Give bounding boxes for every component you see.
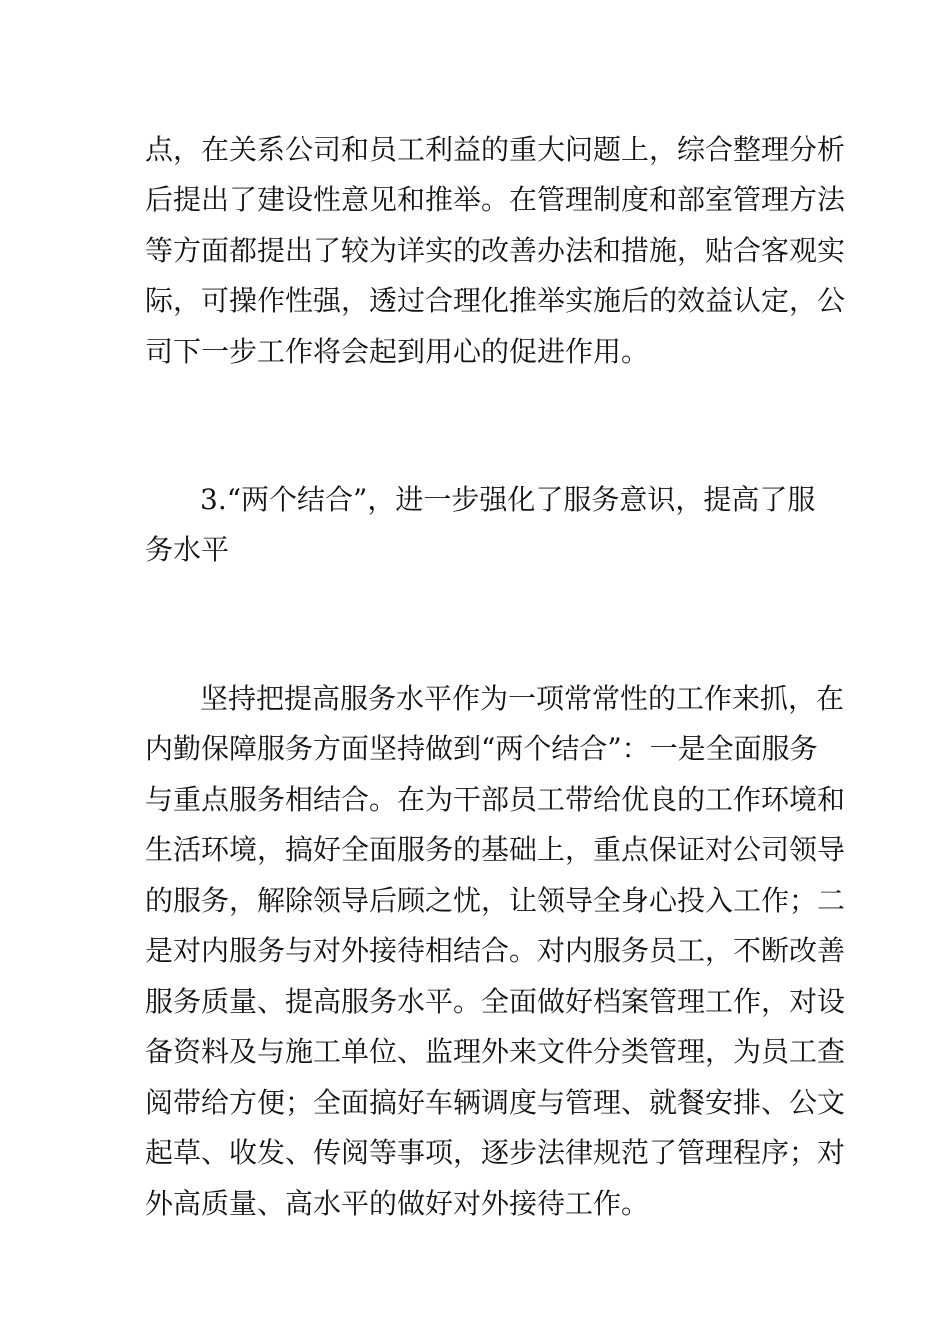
paragraph-1-line-5: 司下一步工作将会起到用心的促进作用。 bbox=[145, 335, 650, 368]
section-heading-3-line-2: 务水平 bbox=[145, 533, 230, 566]
paragraph-2-line-8: 备资料及与施工单位、监理外来文件分类管理，为员工查 bbox=[145, 1035, 846, 1068]
paragraph-1-line-1: 点，在关系公司和员工利益的重大问题上，综合整理分析 bbox=[145, 133, 846, 166]
paragraph-2-line-11: 外高质量、高水平的做好对外接待工作。 bbox=[145, 1187, 650, 1220]
paragraph-2-line-10: 起草、收发、传阅等事项，逐步法律规范了管理程序；对 bbox=[145, 1136, 846, 1169]
paragraph-2-line-7: 服务质量、提高服务水平。全面做好档案管理工作，对设 bbox=[145, 985, 846, 1018]
paragraph-2-line-9: 阅带给方便；全面搞好车辆调度与管理、就餐安排、公文 bbox=[145, 1086, 846, 1119]
paragraph-1-line-3: 等方面都提出了较为详实的改善办法和措施，贴合客观实 bbox=[145, 234, 846, 267]
paragraph-2-line-3: 与重点服务相结合。在为干部员工带给优良的工作环境和 bbox=[145, 783, 846, 816]
paragraph-2-line-4: 生活环境，搞好全面服务的基础上，重点保证对公司领导 bbox=[145, 833, 846, 866]
paragraph-2-line-1: 坚持把提高服务水平作为一项常常性的工作来抓，在 bbox=[200, 682, 845, 715]
section-heading-3-line-1: 3.“两个结合”，进一步强化了服务意识，提高了服 bbox=[200, 483, 816, 516]
paragraph-2-line-2: 内勤保障服务方面坚持做到“两个结合”：一是全面服务 bbox=[145, 732, 818, 765]
paragraph-2-line-6: 是对内服务与对外接待相结合。对内服务员工，不断改善 bbox=[145, 934, 846, 967]
paragraph-1-line-2: 后提出了建设性意见和推举。在管理制度和部室管理方法 bbox=[145, 183, 846, 216]
paragraph-1-line-4: 际，可操作性强，透过合理化推举实施后的效益认定，公 bbox=[145, 284, 846, 317]
paragraph-2-line-5: 的服务，解除领导后顾之忧，让领导全身心投入工作；二 bbox=[145, 884, 846, 917]
